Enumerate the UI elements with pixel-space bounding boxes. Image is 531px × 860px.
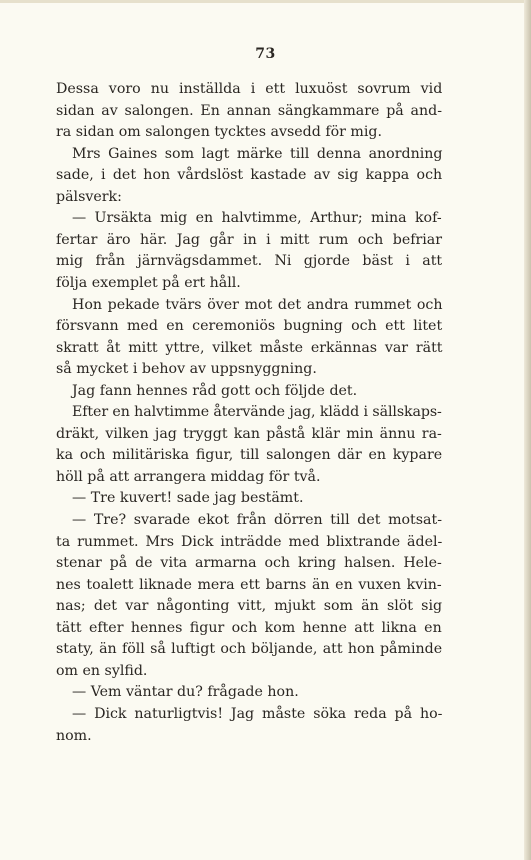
text-line: Jag fann hennes råd gott och följde det. [72, 382, 358, 399]
text-line: stenar på de vita armarna och kring halsen. Hele- [56, 555, 442, 572]
text-line: ta rummet. Mrs Dick inträdde med blixtrande ädel- [56, 533, 443, 550]
text-line: så mycket i behov av uppsnyggning. [56, 361, 317, 378]
text-line: tätt efter hennes figur och kom henne att likna en [56, 619, 442, 636]
text-line: — Tre kuvert! sade jag bestämt. [72, 490, 304, 507]
page-edge-top [0, 0, 531, 3]
text-line: — Tre? svarade ekot från dörren till det motsat- [72, 512, 442, 528]
text-line: mig från järnvägsdammet. Ni gjorde bäst i att [56, 253, 443, 270]
text-line: — Vem väntar du? frågade hon. [72, 684, 299, 701]
text-line: Mrs Gaines som lagt märke till denna anordning [72, 145, 443, 162]
text-line: sade, i det hon vårdslöst kastade av sig kappa och [56, 167, 443, 184]
text-line: ka och militäriska figur, till salongen där en kypare [56, 447, 443, 464]
text-line: — Dick naturligtvis! Jag måste söka reda på ho- [72, 705, 443, 722]
text-line: Dessa voro nu inställda i ett luxuöst sovrum vid [56, 81, 443, 97]
text-line: ra sidan om salongen tycktes avsedd för mig. [56, 124, 382, 141]
text-line: höll på att arrangera middag för två. [56, 468, 321, 485]
text-line: nas; det var någonting vitt, mjukt som än slöt sig [56, 598, 443, 615]
text-line: nes toalett liknade mera ett barns än en vuxen kvin- [56, 576, 442, 593]
text-line: skratt åt mitt yttre, vilket måste erkännas var rätt [56, 339, 443, 356]
text-line: fertar äro här. Jag går in i mitt rum och befriar [56, 231, 443, 248]
text-line: staty, än föll så luftigt och böljande, att hon påminde [56, 641, 443, 658]
page-edge-right [524, 0, 531, 860]
text-line: följa exemplet på ert håll. [56, 274, 241, 291]
text-line: Hon pekade tvärs över mot det andra rummet och [72, 296, 443, 313]
text-line: dräkt, vilken jag tryggt kan påstå klär min ännu ra- [56, 425, 442, 442]
text-line: pälsverk: [56, 188, 122, 205]
text-line: sidan av salongen. En annan sängkammare på and- [56, 102, 443, 119]
text-line: nom. [56, 727, 92, 744]
page-number: 73 [255, 46, 276, 62]
text-line: — Ursäkta mig en halvtimme, Arthur; mina kof- [72, 210, 442, 227]
text-line: Efter en halvtimme återvände jag, klädd i sällskaps- [72, 404, 442, 421]
text-line: om en sylfid. [56, 662, 148, 679]
text-line: försvann med en ceremoniös bugning och ett litet [56, 318, 443, 335]
